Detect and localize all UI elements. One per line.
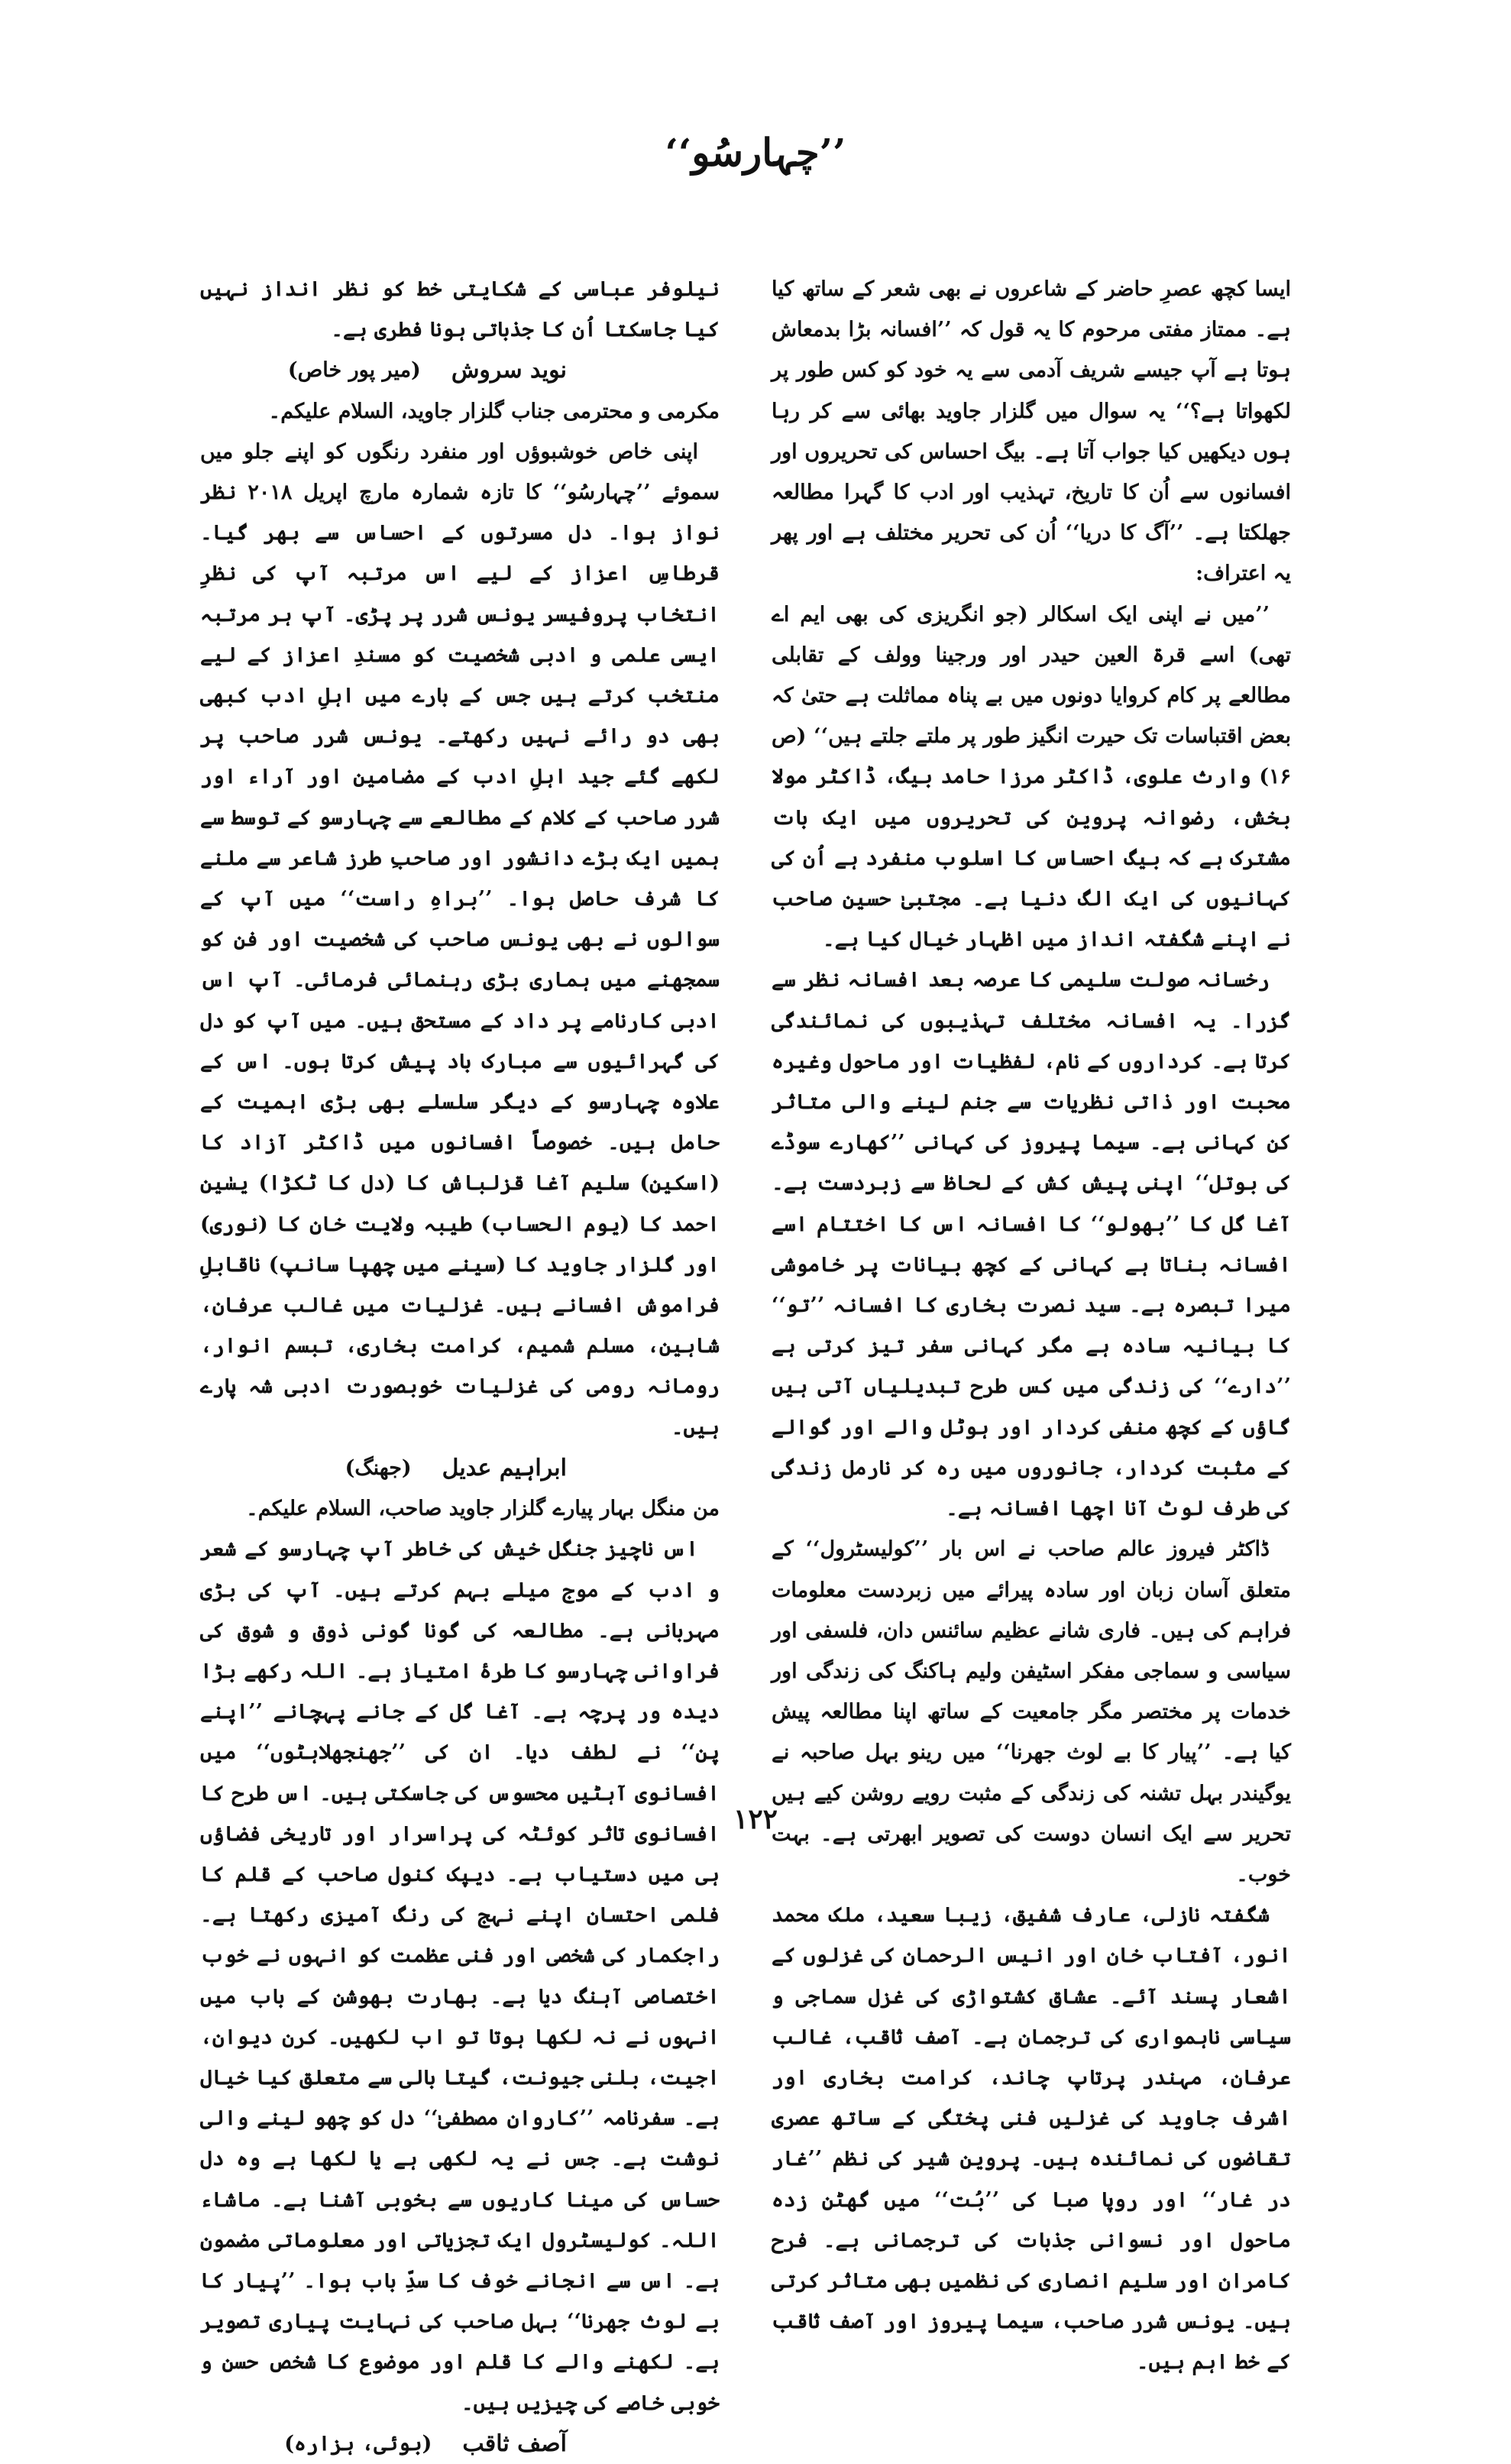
left-column [200, 269, 720, 2464]
paragraph: اپنی خاص خوشبوؤں اور منفرد رنگوں کو اپنے جلو میں سموئے ’’چہارسُو‘‘ کا تازہ شمارہ مارچ اپریل ۲۰۱۸ نظر نواز ہوا۔ دل مسرتوں کے احساس سے بھر گیا۔ قرطاسِ اعزاز کے لیے اس مرتبہ آپ کی نظرِ انتخاب پروفیسر یونس شرر پر پڑی۔ آپ ہر مرتبہ ایسی علمی و ادبی شخصیت کو مسندِ اعزاز کے لیے منتخب کرتے ہیں جس کے بارے میں اہلِ ادب کبھی بھی دو رائے نہیں رکھتے۔ یونس شرر صاحب پر لکھے گئے جید اہلِ ادب کے مضامین اور آراء اور شرر صاحب کے کلام کے مطالعے سے چہارسو کے توسط سے ہمیں ایک بڑے دانشور اور صاحبِ طرز شاعر سے ملنے کا شرف حاصل ہوا۔ ’’براہِ راست‘‘ میں آپ کے سوالوں نے بھی یونس صاحب کی شخصیت اور فن کو سمجھنے میں ہماری بڑی رہنمائی فرمائی۔ آپ اس ادبی کارنامے پر داد کے مستحق ہیں۔ میں آپ کو دل کی گہرائیوں سے مبارک باد پیش کرتا ہوں۔ اس کے علاوہ چہارسو کے دیگر سلسلے بھی بڑی اہمیت کے حامل ہیں۔ خصوصاً افسانوں میں ڈاکٹر آزاد کا (اسکین) سلیم آغا قزلباش کا (دل کا ٹکڑا) یسٰین احمد کا (یوم الحساب) طیبہ ولایت خان کا (نوری) اور گلزار جاوید کا (سینے میں چھپا سانپ) ناقابلِ فراموش افسانے ہیں۔ غزلیات میں غالب عرفان، شاہین، مسلم شمیم، کرامت بخاری، تبسم انوار، رومانہ رومی کی غزلیات خوبصورت ادبی شہ پارے ہیں۔ [200, 439, 720, 1439]
signature-name: آصف ثاقب [462, 2430, 567, 2457]
right-column [772, 269, 1291, 2383]
salutation: من منگل بہار پیارے گلزار جاوید صاحب، السلام علیکم۔ [245, 1497, 720, 1521]
signature-place: (میر پور خاص) [287, 358, 421, 383]
page-number: ۱۲۲ [733, 1803, 778, 1835]
paragraph: اس ناچیز جنگل خیش کی خاطر آپ چہارسو کے شعر و ادب کے موج میلے بہم کرتے ہیں۔ آپ کی بڑی مہربانی ہے۔ مطالعہ کی گونا گونی ذوق و شوق کی فراوانی چہارسو کا طرۂ امتیاز ہے۔ اللہ رکھے بڑا دیدہ ور پرچہ ہے۔ آغا گل کے جانے پہچانے ’’اپنے پن‘‘ نے لطف دیا۔ ان کی ’’جھنجھلاہٹوں‘‘ میں افسانوی آہٹیں محسوس کی جاسکتی ہیں۔ اس طرح کا افسانوی تاثر کوئٹہ کی پراسرار اور تاریخی فضاؤں ہی میں دستیاب ہے۔ دیپک کنول صاحب کے قلم کا فلمی احتسان اپنے نہج کی رنگ آمیزی رکھتا ہے۔ راجکمار کی شخصی اور فنی عظمت کو انہوں نے خوب اختصاصی آہنگ دیا ہے۔ بھارت بھوشن کے باب میں انہوں نے نہ لکھا ہوتا تو اب لکھیں۔ کرن دیوان، اجیت، بلنی جیونت، گیتا بالی سے متعلق کیا خیال ہے۔ سفرنامہ ’’کاروانِ مصطفیٰ‘‘ دل کو چھو لینے والی نوشت ہے۔ جس نے یہ لکھی ہے یا لکھا ہے وہ دل حساس کی مینا کاریوں سے بخوبی آشنا ہے۔ ماشاء اللہ۔ کولیسٹرول ایک تجزیاتی اور معلوماتی مضمون ہے۔ اس سے انجانے خوف کا سدِّ باب ہوا۔ ’’پیار کا بے لوث جھرنا‘‘ بہل صاحب کی نہایت پیاری تصویر ہے۔ لکھنے والے کا قلم اور موضوع کا شخص حسن و خوبی خاصے کی چیزیں ہیں۔ [200, 1537, 720, 2415]
page-title: ’’چہارسُو‘‘ [665, 130, 846, 175]
paragraph: ڈاکٹر فیروز عالم صاحب نے اس بار ’’کولیسٹرول‘‘ کے متعلق آسان زبان اور سادہ پیرائے میں زبردست معلومات فراہم کی ہیں۔ فاری شانے عظیم سائنس دان، فلسفی اور سیاسی و سماجی مفکر اسٹیفن ولیم ہاکنگ کی زندگی اور خدمات پر مختصر مگر جامعیت کے ساتھ اپنا مطالعہ پیش کیا ہے۔ ’’پیار کا بے لوث جھرنا‘‘ میں رینو بہل صاحبہ نے یوگیندر بہل تشنہ کی زندگی کے مثبت رویے روشن کیے ہیں تحریر سے ایک انسان دوست کی تصویر ابھرتی ہے۔ بہت خوب۔ [772, 1537, 1291, 1886]
signature-place: (بوئی، ہزارہ) [284, 2431, 432, 2456]
salutation: مکرمی و محترمی جناب گلزار جاوید، السلام علیکم۔ [268, 399, 720, 423]
signature-name: ابراہیم عدیل [442, 1454, 567, 1481]
paragraph: شگفتہ نازلی، عارف شفیق، زیبا سعید، ملک محمد انور، آفتاب خان اور انیس الرحمان کی غزلوں کے اشعار پسند آئے۔ عشاق کشتواڑی کی غزل سماجی و سیاسی ناہمواری کی ترجمان ہے۔ آصف ثاقب، غالب عرفان، مہندر پرتاپ چاند، کرامت بخاری اور اشرف جاوید کی غزلیں فنی پختگی کے ساتھ عصری تقاضوں کی نمائندہ ہیں۔ پروین شیر کی نظم ’’غار در غار‘‘ اور روپا صبا کی ’’بُت‘‘ میں گھٹن زدہ ماحول اور نسوانی جذبات کی ترجمانی ہے۔ فرح کامران اور سلیم انصاری کی نظمیں بھی متاثر کرتی ہیں۔ یونس شرر صاحب، سیما پیروز اور آصف ثاقب کے خط اہم ہیں۔ [772, 1903, 1291, 2375]
signature-place: (جھنگ) [345, 1455, 412, 1480]
signature-block [200, 1448, 720, 1488]
signature-block [200, 350, 720, 390]
paragraph: ’’میں نے اپنی ایک اسکالر (جو انگریزی کی بھی ایم اے تھی) اسے قرۃ العین حیدر اور ورجینا وولف کے تقابلی مطالعے پر کام کروایا دونوں میں بے پناہ مماثلت ہے حتیٰ کہ بعض اقتباسات تک حیرت انگیز طور پر ملتے جلتے ہیں‘‘ (ص ۱۶) وارث علوی، ڈاکٹر مرزا حامد بیگ، ڈاکٹر مولا بخش، رضوانہ پروین کی تحریروں میں ایک بات مشترک ہے کہ بیگ احساس کا اسلوب منفرد ہے اُن کی کہانیوں کی ایک الگ دنیا ہے۔ مجتبیٰ حسین صاحب نے اپنے شگفتہ انداز میں اظہار خیال کیا ہے۔ [772, 602, 1291, 952]
signature-block [200, 2424, 720, 2464]
paragraph: رخسانہ صولت سلیمی کا عرصہ بعد افسانہ نظر سے گزرا۔ یہ افسانہ مختلف تہذیبوں کی نمائندگی کرتا ہے۔ کرداروں کے نام، لفظیات اور ماحول وغیرہ محبت اور ذاتی نظریات سے جنم لینے والی متاثر کن کہانی ہے۔ سیما پیروز کی کہانی ’’کھارے سوڈے کی بوتل‘‘ اپنی پیش کش کے لحاظ سے زبردست ہے۔ آغا گل کا ’’بھولو‘‘ کا افسانہ اس کا اختتام اسے افسانہ بناتا ہے کہانی کے کچھ بیانات پر خاموشی میرا تبصرہ ہے۔ سید نصرت بخاری کا افسانہ ’’تو‘‘ کا بیانیہ سادہ ہے مگر کہانی سفر تیز کرتی ہے ’’دارے‘‘ کی زندگی میں کس طرح تبدیلیاں آتی ہیں گاؤں کے کچھ منفی کردار اور ہوٹل والے اور گوالے کے مثبت کردار، جانوروں میں رہ کر نارمل زندگی کی طرف لوٹ آنا اچھا افسانہ ہے۔ [772, 968, 1291, 1521]
paragraph: نیلوفر عباسی کے شکایتی خط کو نظر انداز نہیں کیا جاسکتا اُن کا جذباتی ہونا فطری ہے۔ [200, 277, 720, 342]
signature-name: نوید سروش [451, 357, 567, 384]
paragraph: ایسا کچھ عصرِ حاضر کے شاعروں نے بھی شعر کے ساتھ کیا ہے۔ ممتاز مفتی مرحوم کا یہ قول کہ ’’افسانہ بڑا بدمعاش ہوتا ہے آپ جیسے شریف آدمی سے یہ خود کو کس طور پر لکھواتا ہے؟‘‘ یہ سوال میں گلزار جاوید بھائی سے کر رہا ہوں دیکھیں کیا جواب آتا ہے۔ بیگ احساس کی تحریروں اور افسانوں سے اُن کا تاریخ، تہذیب اور ادب کا گہرا مطالعہ جھلکتا ہے۔ ’’آگ کا دریا‘‘ اُن کی تحریر مختلف ہے اور پھر یہ اعتراف: [772, 277, 1291, 586]
